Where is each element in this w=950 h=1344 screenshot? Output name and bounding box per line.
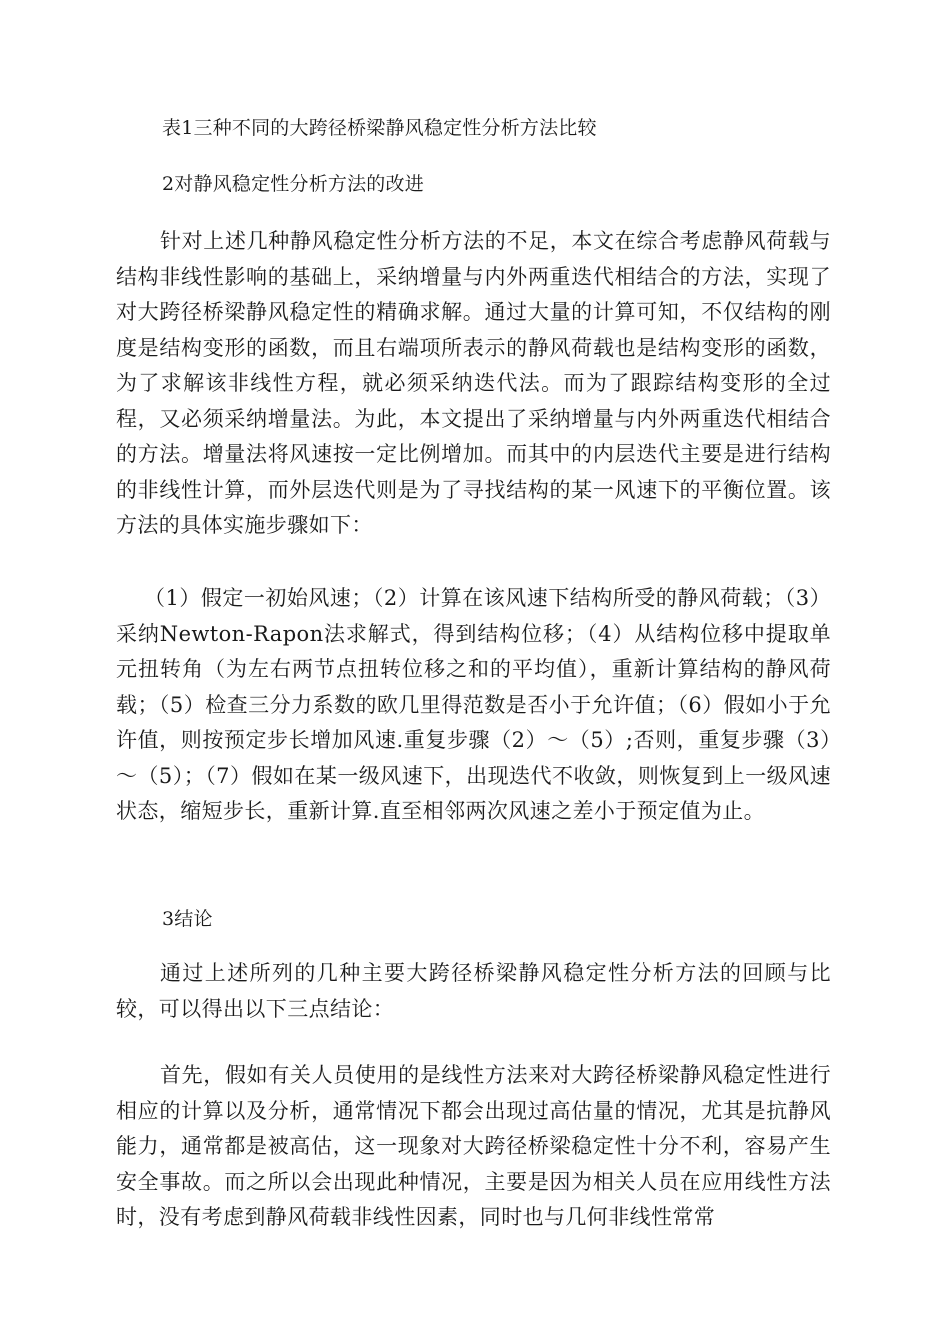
section-2-heading: 2对静风稳定性分析方法的改进 bbox=[162, 173, 424, 195]
section-2-steps-paragraph: （1）假定一初始风速；（2）计算在该风速下结构所受的静风荷载；（3）采纳Newton-Rapon法求解式，得到结构位移；（4）从结构位移中提取单元扭转角（为左右两节点扭转位移之和的平均值），重新计算结构的静风荷载；（5）检查三分力系数的欧几里得范数是否小于允许值；（6）假如小于允许值，则按预定步长增加风速.重复步骤（2）～（5）;否则，重复步骤（3）～（5）；（7）假如在某一级风速下，出现迭代不收敛，则恢复到上一级风速状态，缩短步长，重新计算.直至相邻两次风速之差小于预定值为止。 bbox=[116, 586, 831, 823]
section-3-paragraph-intro: 通过上述所列的几种主要大跨径桥梁静风稳定性分析方法的回顾与比较，可以得出以下三点结论： bbox=[116, 961, 831, 1021]
table-caption: 表1三种不同的大跨径桥梁静风稳定性分析方法比较 bbox=[162, 117, 597, 139]
section-3-heading: 3结论 bbox=[162, 908, 213, 930]
section-2-paragraph-intro: 针对上述几种静风稳定性分析方法的不足，本文在综合考虑静风荷载与结构非线性影响的基础上，采纳增量与内外两重迭代相结合的方法，实现了对大跨径桥梁静风稳定性的精确求解。通过大量的计算可知，不仅结构的刚度是结构变形的函数，而且右端项所表示的静风荷载也是结构变形的函数，为了求解该非线性方程，就必须采纳迭代法。而为了跟踪结构变形的全过程，又必须采纳增量法。为此，本文提出了采纳增量与内外两重迭代相结合的方法。增量法将风速按一定比例增加。而其中的内层迭代主要是进行结构的非线性计算，而外层迭代则是为了寻找结构的某一风速下的平衡位置。该方法的具体实施步骤如下： bbox=[116, 229, 831, 537]
section-3-paragraph-first-conclusion: 首先，假如有关人员使用的是线性方法来对大跨径桥梁静风稳定性进行相应的计算以及分析，通常情况下都会出现过高估量的情况，尤其是抗静风能力，通常都是被高估，这一现象对大跨径桥梁稳定性十分不利，容易产生安全事故。而之所以会出现此种情况，主要是因为相关人员在应用线性方法时，没有考虑到静风荷载非线性因素，同时也与几何非线性常常 bbox=[116, 1063, 831, 1229]
